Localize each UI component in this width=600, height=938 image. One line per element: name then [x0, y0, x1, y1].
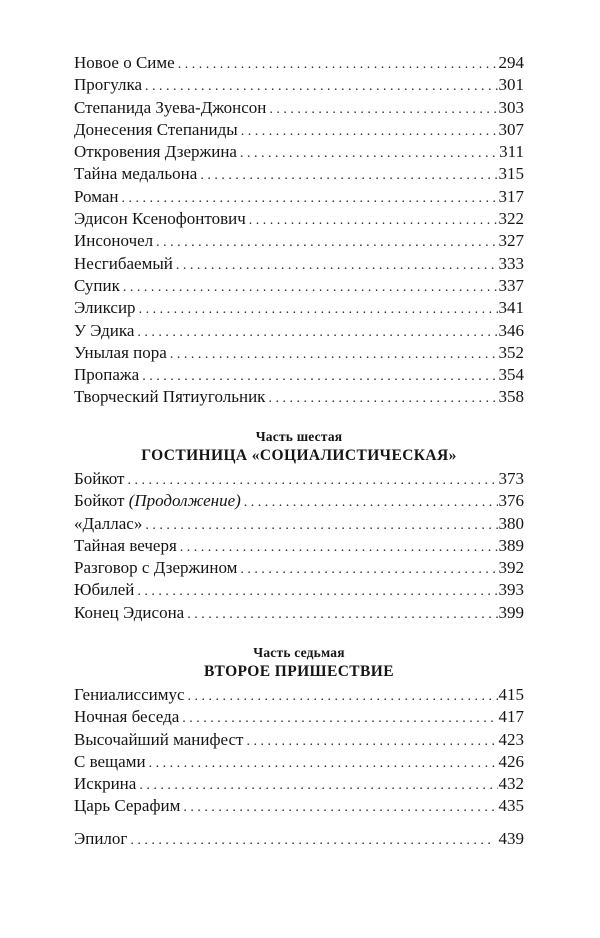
dot-leader [268, 388, 497, 410]
part-7-entries [74, 684, 524, 818]
entry-title: Супик [74, 275, 120, 295]
page-number: 373 [498, 469, 524, 488]
entry-title: Искрина [74, 774, 137, 794]
page-number: 301 [498, 75, 524, 95]
entry-title: У Эдика [74, 320, 135, 340]
page-number: 354 [498, 365, 524, 385]
page-number: 423 [498, 729, 524, 749]
entry-title: С вещами [74, 751, 146, 771]
entry-title: Царь Серафим [74, 796, 181, 816]
entry-title: Унылая пора [74, 342, 167, 362]
dot-leader [145, 76, 497, 98]
entry-title: Прогулка [74, 75, 143, 95]
toc-entry [74, 579, 524, 601]
dot-leader [137, 322, 497, 344]
toc-entry [74, 119, 524, 141]
toc-entry [74, 141, 524, 163]
toc-entry [74, 230, 524, 252]
toc-entry [74, 74, 524, 96]
dot-leader [241, 121, 498, 143]
dot-leader [142, 366, 497, 388]
entry-title: Творческий Пятиугольник [74, 387, 266, 407]
page-number: 303 [498, 97, 524, 117]
part-7-heading [74, 644, 524, 682]
entry-title: Новое о Симе [74, 53, 175, 72]
entry-title: Откровения Дзержина [74, 142, 237, 162]
page-number: 399 [498, 602, 524, 622]
page-number: 392 [498, 558, 524, 578]
entry-title-italic: (Продолжение) [128, 491, 241, 511]
entry-title: Юбилей [74, 580, 135, 600]
dot-leader [145, 515, 497, 537]
entry-title: Ночная беседа [74, 707, 180, 727]
dot-leader [240, 143, 498, 165]
page-number: 294 [498, 53, 524, 72]
dot-leader [127, 470, 497, 492]
dot-leader [137, 581, 497, 603]
part-6-entries [74, 468, 524, 624]
entry-title: «Даллас» [74, 513, 143, 533]
toc-entry [74, 490, 524, 512]
entry-title: Высочайший манифест [74, 729, 244, 749]
page-number: 341 [498, 298, 524, 318]
toc-entry [74, 386, 524, 408]
entry-title [74, 490, 244, 512]
entry-title: Конец Эдисона [74, 602, 185, 622]
part-title: ВТОРОЕ ПРИШЕСТВИЕ [204, 663, 394, 680]
entry-title: Донесения Степаниды [74, 119, 238, 139]
page-number: 315 [498, 164, 524, 184]
page-number: 432 [498, 774, 524, 794]
dot-leader [149, 753, 498, 775]
dot-leader [182, 708, 497, 730]
entry-title: Тайна медальона [74, 164, 198, 184]
dot-leader [246, 731, 497, 753]
entry-title: Степанида Зуева-Джонсон [74, 97, 267, 117]
entry-title: Тайная вечеря [74, 535, 177, 555]
page-number: 346 [498, 320, 524, 340]
entry-title: Инсоночел [74, 231, 154, 251]
page-number: 389 [498, 535, 524, 555]
dot-leader [187, 604, 497, 626]
toc-entry [74, 602, 524, 624]
toc-entry [74, 208, 524, 230]
toc-entry [74, 97, 524, 119]
epilogue-section [74, 828, 524, 850]
page-number: 311 [499, 142, 524, 162]
toc-entry [74, 513, 524, 535]
entry-title: Разговор с Дзержином [74, 558, 238, 578]
toc-entry [74, 52, 524, 74]
page-number: 426 [498, 751, 524, 771]
dot-leader [180, 537, 498, 559]
page-number: 337 [498, 275, 524, 295]
page-number: 333 [498, 253, 524, 273]
toc-entry [74, 468, 524, 490]
entry-title: Пропажа [74, 365, 140, 385]
entry-title: Эдисон Ксенофонтович [74, 209, 246, 229]
dot-leader [139, 775, 497, 797]
page-number: 317 [498, 186, 524, 206]
page-number: 352 [498, 342, 524, 362]
toc-entry [74, 729, 524, 751]
page-number: 435 [498, 796, 524, 816]
toc-entry [74, 795, 524, 817]
page-number: 307 [498, 119, 524, 139]
part-label: Часть седьмая [253, 645, 345, 660]
page-number: 322 [498, 209, 524, 229]
toc-entry [74, 706, 524, 728]
toc-entry [74, 342, 524, 364]
page-number: 417 [498, 707, 524, 727]
dot-leader [200, 165, 497, 187]
toc-entry [74, 186, 524, 208]
dot-leader [188, 686, 498, 708]
dot-leader [240, 559, 497, 581]
dot-leader [249, 210, 498, 232]
dot-leader [269, 99, 497, 121]
dot-leader [123, 277, 498, 299]
dot-leader [130, 830, 490, 852]
toc-entry [74, 275, 524, 297]
page-number: 415 [498, 685, 524, 704]
dot-leader [178, 54, 498, 76]
dot-leader [122, 188, 498, 210]
toc-entry [74, 557, 524, 579]
toc-entry-epilogue [74, 828, 524, 850]
toc-entry [74, 773, 524, 795]
dot-leader [170, 344, 498, 366]
part-title: ГОСТИНИЦА «СОЦИАЛИСТИЧЕСКАЯ» [141, 447, 457, 464]
dot-leader [139, 299, 498, 321]
toc-entry [74, 684, 524, 706]
entry-title: Бойкот [74, 469, 125, 488]
dot-leader [183, 797, 497, 819]
entry-title: Гениалиссимус [74, 685, 185, 704]
toc-entry [74, 297, 524, 319]
page-number: 439 [498, 829, 524, 848]
page-number: 376 [498, 491, 524, 511]
toc-entry [74, 163, 524, 185]
toc-entry [74, 751, 524, 773]
toc-entry [74, 364, 524, 386]
dot-leader [176, 255, 498, 277]
entry-title: Роман [74, 186, 119, 206]
page-number: 327 [498, 231, 524, 251]
entry-title-text: Бойкот [74, 491, 129, 511]
dot-leader [156, 232, 497, 254]
toc-entry [74, 535, 524, 557]
entry-title: Эликсир [74, 298, 136, 318]
toc-entry [74, 253, 524, 275]
entry-title: Несгибаемый [74, 253, 173, 273]
entry-title: Эпилог [74, 829, 128, 848]
part-5-entries [74, 52, 524, 409]
page-number: 393 [498, 580, 524, 600]
part-6-heading [74, 428, 524, 466]
page-number: 358 [498, 387, 524, 407]
page-number: 380 [498, 513, 524, 533]
part-label: Часть шестая [255, 429, 343, 444]
toc-entry [74, 320, 524, 342]
dot-leader [244, 492, 498, 514]
